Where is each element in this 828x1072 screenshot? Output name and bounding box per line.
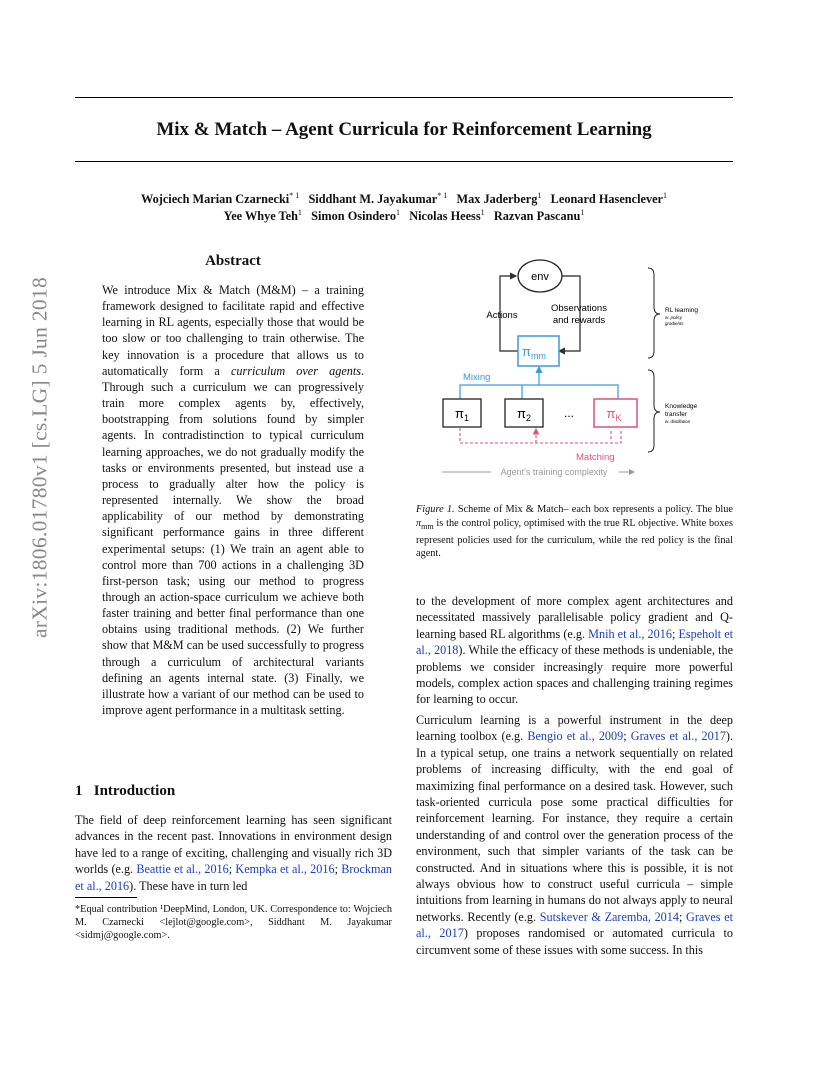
author-name: Yee Whye Teh bbox=[223, 209, 298, 224]
author-name: Leonard Hasenclever bbox=[550, 192, 664, 207]
author-affil: 1 bbox=[580, 208, 585, 217]
figure-caption bbox=[416, 503, 733, 561]
pi-subscript: K bbox=[615, 413, 622, 423]
citation-link[interactable]: Kempka et al., 2016 bbox=[235, 862, 335, 877]
citation-separator: ; bbox=[623, 729, 631, 744]
author-name: Simon Osindero bbox=[311, 209, 397, 224]
citation-separator: ; bbox=[228, 862, 236, 877]
kt-label: Knowledge bbox=[665, 403, 698, 410]
env-label: env bbox=[531, 271, 549, 283]
arxiv-stamp: arXiv:1806.01780v1 [cs.LG] 5 Jun 2018 bbox=[27, 276, 52, 639]
citation-link[interactable]: Espeholt et al., 2018 bbox=[416, 626, 733, 658]
intro-paragraph bbox=[75, 812, 392, 894]
kt-label: transfer bbox=[665, 411, 688, 418]
body-text: ) proposes randomised or automated curricula to circumvent some of these issues with some success. In this bbox=[416, 926, 734, 957]
body-text: ). While the efficacy of these methods is undeniable, the problems we consider increasingly require more powerful models, complex action spaces and challenging training regimes for learning to occur. bbox=[416, 643, 733, 707]
intro-text: ). These have in turn led bbox=[129, 878, 248, 893]
caption-text: is the control policy, optimised with the true RL objective. White boxes represent policies used for the curriculum, while the red policy is the final agent. bbox=[416, 517, 733, 560]
caption-text: Scheme of Mix & Match– each box represents a policy. The blue bbox=[454, 504, 733, 515]
actions-edge bbox=[500, 276, 516, 336]
author-affil: * 1 bbox=[289, 191, 300, 200]
caption-pi-subscript: mm bbox=[421, 521, 434, 531]
citation-link[interactable]: Bengio et al., 2009 bbox=[527, 729, 624, 744]
citation-link[interactable]: Mnih et al., 2016 bbox=[588, 626, 672, 641]
pi-symbol: π bbox=[517, 406, 526, 421]
rl-sublabel: w. policy bbox=[665, 315, 683, 320]
top-rule bbox=[75, 97, 733, 98]
pi-subscript: 2 bbox=[525, 413, 531, 423]
body-text: Curriculum learning is a powerful instrument in the deep learning toolbox (e.g. bbox=[416, 713, 733, 744]
abstract-text: We introduce Mix & Match (M&M) – a training framework designed to facilitate rapid and effective learning in RL agents, especially those that would be too slow or too challenging to train otherwise. The key innovation is a procedure that allows us to automatically form a bbox=[102, 283, 364, 378]
right-column-paragraph-2 bbox=[416, 712, 733, 958]
author-affil: 1 bbox=[663, 191, 668, 200]
citation-link[interactable]: Beattie et al., 2016 bbox=[136, 862, 229, 877]
abstract-body bbox=[102, 282, 364, 718]
author-name: Razvan Pascanu bbox=[493, 209, 581, 224]
pi-symbol: π bbox=[455, 406, 464, 421]
authors-line-2 bbox=[75, 208, 733, 224]
paper-title: Mix & Match – Agent Curricula for Reinforcement Learning bbox=[156, 119, 652, 140]
citation-link[interactable]: Graves et al., 2017 bbox=[630, 729, 726, 744]
pimm-out-edge bbox=[500, 336, 518, 351]
figure-1-diagram bbox=[416, 255, 733, 485]
citation-link[interactable]: Graves et al., 2017 bbox=[416, 909, 734, 941]
footnote: *Equal contribution ¹DeepMind, London, UK. Correspondence to: Wojciech M. Czarnecki <lejlot@google.com>, Siddhant M. Jayakumar <sidmj@google.com>. bbox=[75, 904, 392, 941]
citation-separator: ; bbox=[671, 626, 679, 641]
pi-subscript: mm bbox=[530, 351, 546, 361]
body-text: to the development of more complex agent architectures and necessitated massively parallelisable policy gradient and Q-learning based RL algorithms (e.g. bbox=[416, 594, 733, 641]
intro-text: The field of deep reinforcement learning has seen significant advances in the recent past. Innovations in environment design have led to a range of exciting, challenging and visually rich 3D worlds (e.g. bbox=[75, 813, 392, 877]
author-affil: 1 bbox=[396, 208, 401, 217]
section-heading-introduction bbox=[75, 783, 175, 800]
observations-label: Observations bbox=[551, 303, 607, 314]
author-affil: 1 bbox=[297, 208, 302, 217]
actions-label: Actions bbox=[486, 310, 518, 321]
rl-brace bbox=[648, 268, 660, 358]
right-column-paragraph-1 bbox=[416, 593, 733, 708]
pi-subscript: 1 bbox=[463, 413, 469, 423]
rl-sublabel: gradients bbox=[665, 321, 684, 326]
footnote-rule bbox=[75, 897, 137, 898]
author-name: Max Jaderberg bbox=[456, 192, 538, 207]
caption-pi: π bbox=[416, 517, 422, 529]
kt-sublabel: w. distillation bbox=[665, 419, 691, 424]
pi-symbol: π bbox=[522, 344, 531, 359]
author-name: Nicolas Heess bbox=[409, 209, 481, 224]
abstract-emphasis: curriculum over agents bbox=[230, 363, 361, 378]
author-affil: 1 bbox=[537, 191, 542, 200]
rewards-label: and rewards bbox=[552, 315, 606, 326]
citation-separator: ; bbox=[334, 862, 342, 877]
author-affil: 1 bbox=[480, 208, 485, 217]
kt-brace bbox=[648, 370, 660, 452]
citation-separator: ; bbox=[678, 909, 687, 924]
citation-link[interactable]: Brockman et al., 2016 bbox=[75, 862, 392, 893]
author-name: Siddhant M. Jayakumar bbox=[308, 192, 438, 207]
matching-label: Matching bbox=[576, 452, 615, 463]
citation-link[interactable]: Sutskever & Zaremba, 2014 bbox=[539, 909, 679, 924]
matching-edge bbox=[460, 428, 621, 443]
rl-label: RL learning bbox=[665, 307, 699, 314]
section-title: Introduction bbox=[93, 783, 176, 799]
author-name: Wojciech Marian Czarnecki bbox=[140, 192, 290, 207]
author-affil: * 1 bbox=[437, 191, 448, 200]
authors-line-1 bbox=[75, 191, 733, 207]
pi-symbol: π bbox=[606, 406, 616, 421]
section-number: 1 bbox=[75, 783, 83, 799]
body-text: ). In a typical setup, one trains a network sequentially on related problems of increasing difficulty, with the end goal of maximizing final performance on a desired task. However, such task-oriented curricula pose some practical difficulties for reinforcement learning. For instance, they require a certain understanding of and control over the generation process of the environment, such that simpler variants of the task can be constructed. And in situations where this is possible, it is not always obvious how to construct useful curricula – simple intuitions from learning in humans do not always apply to neural networks. Recently (e.g. bbox=[416, 729, 734, 924]
abstract-text: . Through such a curriculum we can progressively train more complex agents by, effectively, bootstrapping from solutions found by simpler agents. In contradistinction to typical curriculum learning approaches, we do not gradually modify the tasks or environments presented, but instead use a process to gradually alter how the policy is represented internally. We show the broad applicability of our method by demonstrating significant performance gains in three different experimental setups: (1) We train an agent able to control more than 700 actions in a challenging 3D first-person task; using our method to progress through an action-space curriculum we achieve both faster training and better final performance than one obtains using traditional methods. (2) We further show that M&M can be used successfully to progress through a curriculum of architectural variants defining an agents internal state. (3) Finally, we illustrate how a variant of our method can be used to improve agent performance in a multitask setting. bbox=[102, 363, 365, 718]
complexity-label: Agent's training complexity bbox=[500, 467, 608, 477]
title-bottom-rule bbox=[75, 161, 733, 162]
ellipsis-label: ... bbox=[563, 406, 575, 420]
caption-label: Figure 1. bbox=[416, 504, 455, 515]
mixing-label: Mixing bbox=[463, 372, 491, 383]
abstract-heading: Abstract bbox=[205, 253, 261, 269]
